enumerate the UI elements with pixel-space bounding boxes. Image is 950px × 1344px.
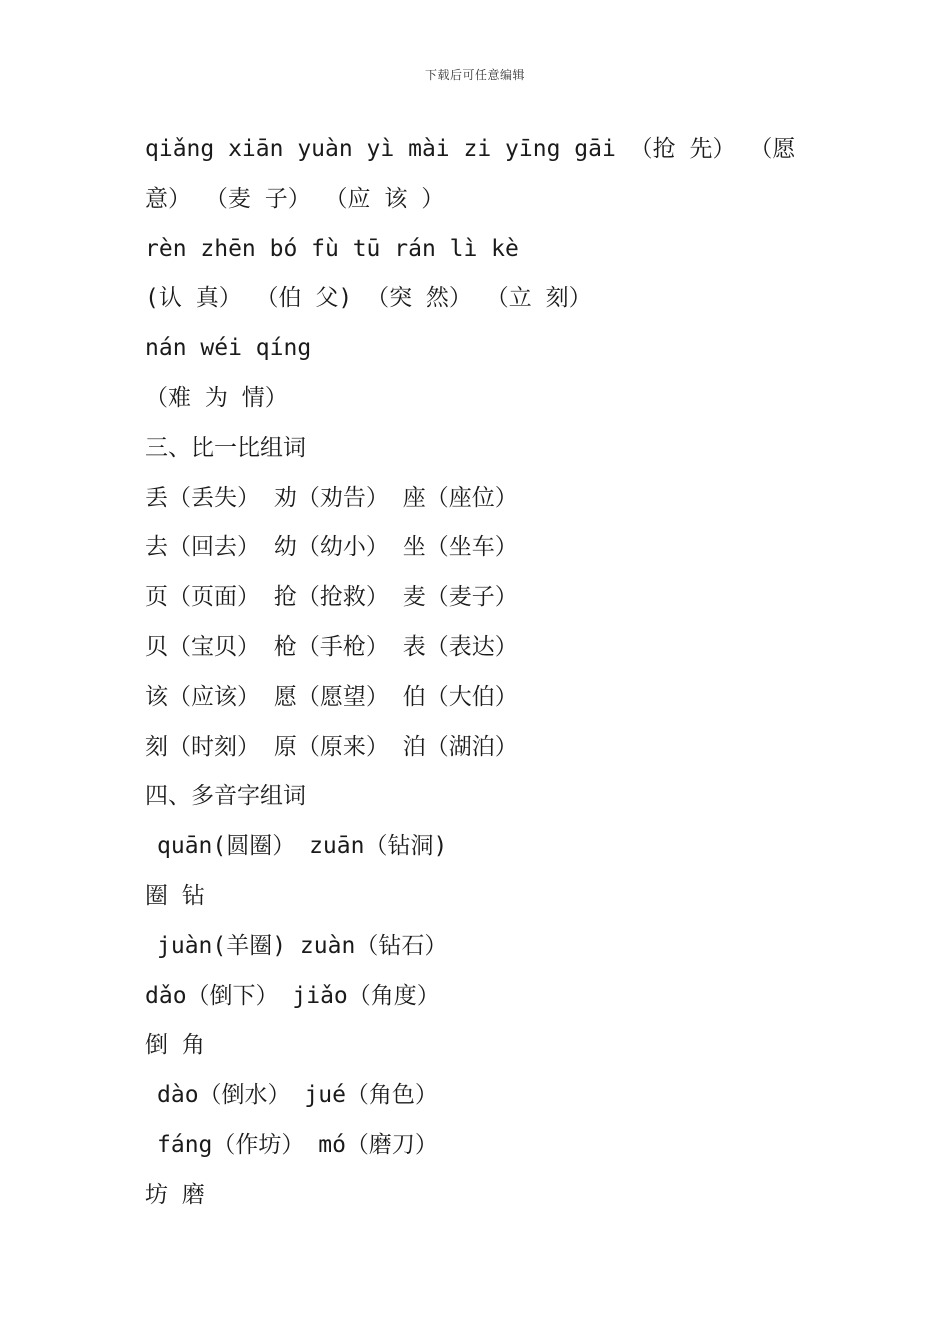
polyphone-line: dào（倒水） jué（角色） (157, 1082, 438, 1109)
compare-row: 去（回去） 幼（幼小） 坐（坐车） (145, 534, 518, 561)
compare-row: 页（页面） 抢（抢救） 麦（麦子） (145, 584, 518, 611)
polyphone-line: fáng（作坊） mó（磨刀） (157, 1131, 438, 1158)
polyphone-line: quān(圆圈） zuān（钻洞) (157, 833, 448, 860)
compare-row: 刻（时刻） 原（原来） 泊（湖泊） (145, 733, 518, 760)
pinyin-line: qiǎng xiān yuàn yì mài zi yīng gāi （抢 先） （愿 (145, 136, 796, 162)
section-heading: 三、比一比组词 (145, 434, 306, 461)
compare-row: 丢（丢失） 劝（劝告） 座（座位） (145, 484, 518, 511)
section-heading: 四、多音字组词 (145, 783, 306, 810)
pinyin-line: rèn zhēn bó fù tū rán lì kè (145, 235, 519, 262)
word-line: （难 为 情） (145, 384, 288, 411)
polyphone-char-line: 倒 角 (145, 1032, 205, 1059)
word-line: (认 真） （伯 父) （突 然） （立 刻） (145, 285, 592, 312)
polyphone-line: dǎo（倒下） jiǎo（角度） (145, 982, 440, 1009)
polyphone-char-line: 圈 钻 (145, 882, 205, 909)
compare-row: 贝（宝贝） 枪（手枪） 表（表达） (145, 633, 518, 660)
document-body (145, 125, 825, 1221)
compare-row: 该（应该） 愿（愿望） 伯（大伯） (145, 683, 518, 710)
pinyin-line: nán wéi qíng (145, 335, 312, 362)
word-line: 意） （麦 子） （应 该 ） (145, 185, 445, 212)
polyphone-char-line: 坊 磨 (145, 1181, 205, 1208)
polyphone-line: juàn(羊圈) zuàn（钻石） (157, 932, 448, 959)
page-header: 下载后可任意编辑 (424, 68, 525, 82)
